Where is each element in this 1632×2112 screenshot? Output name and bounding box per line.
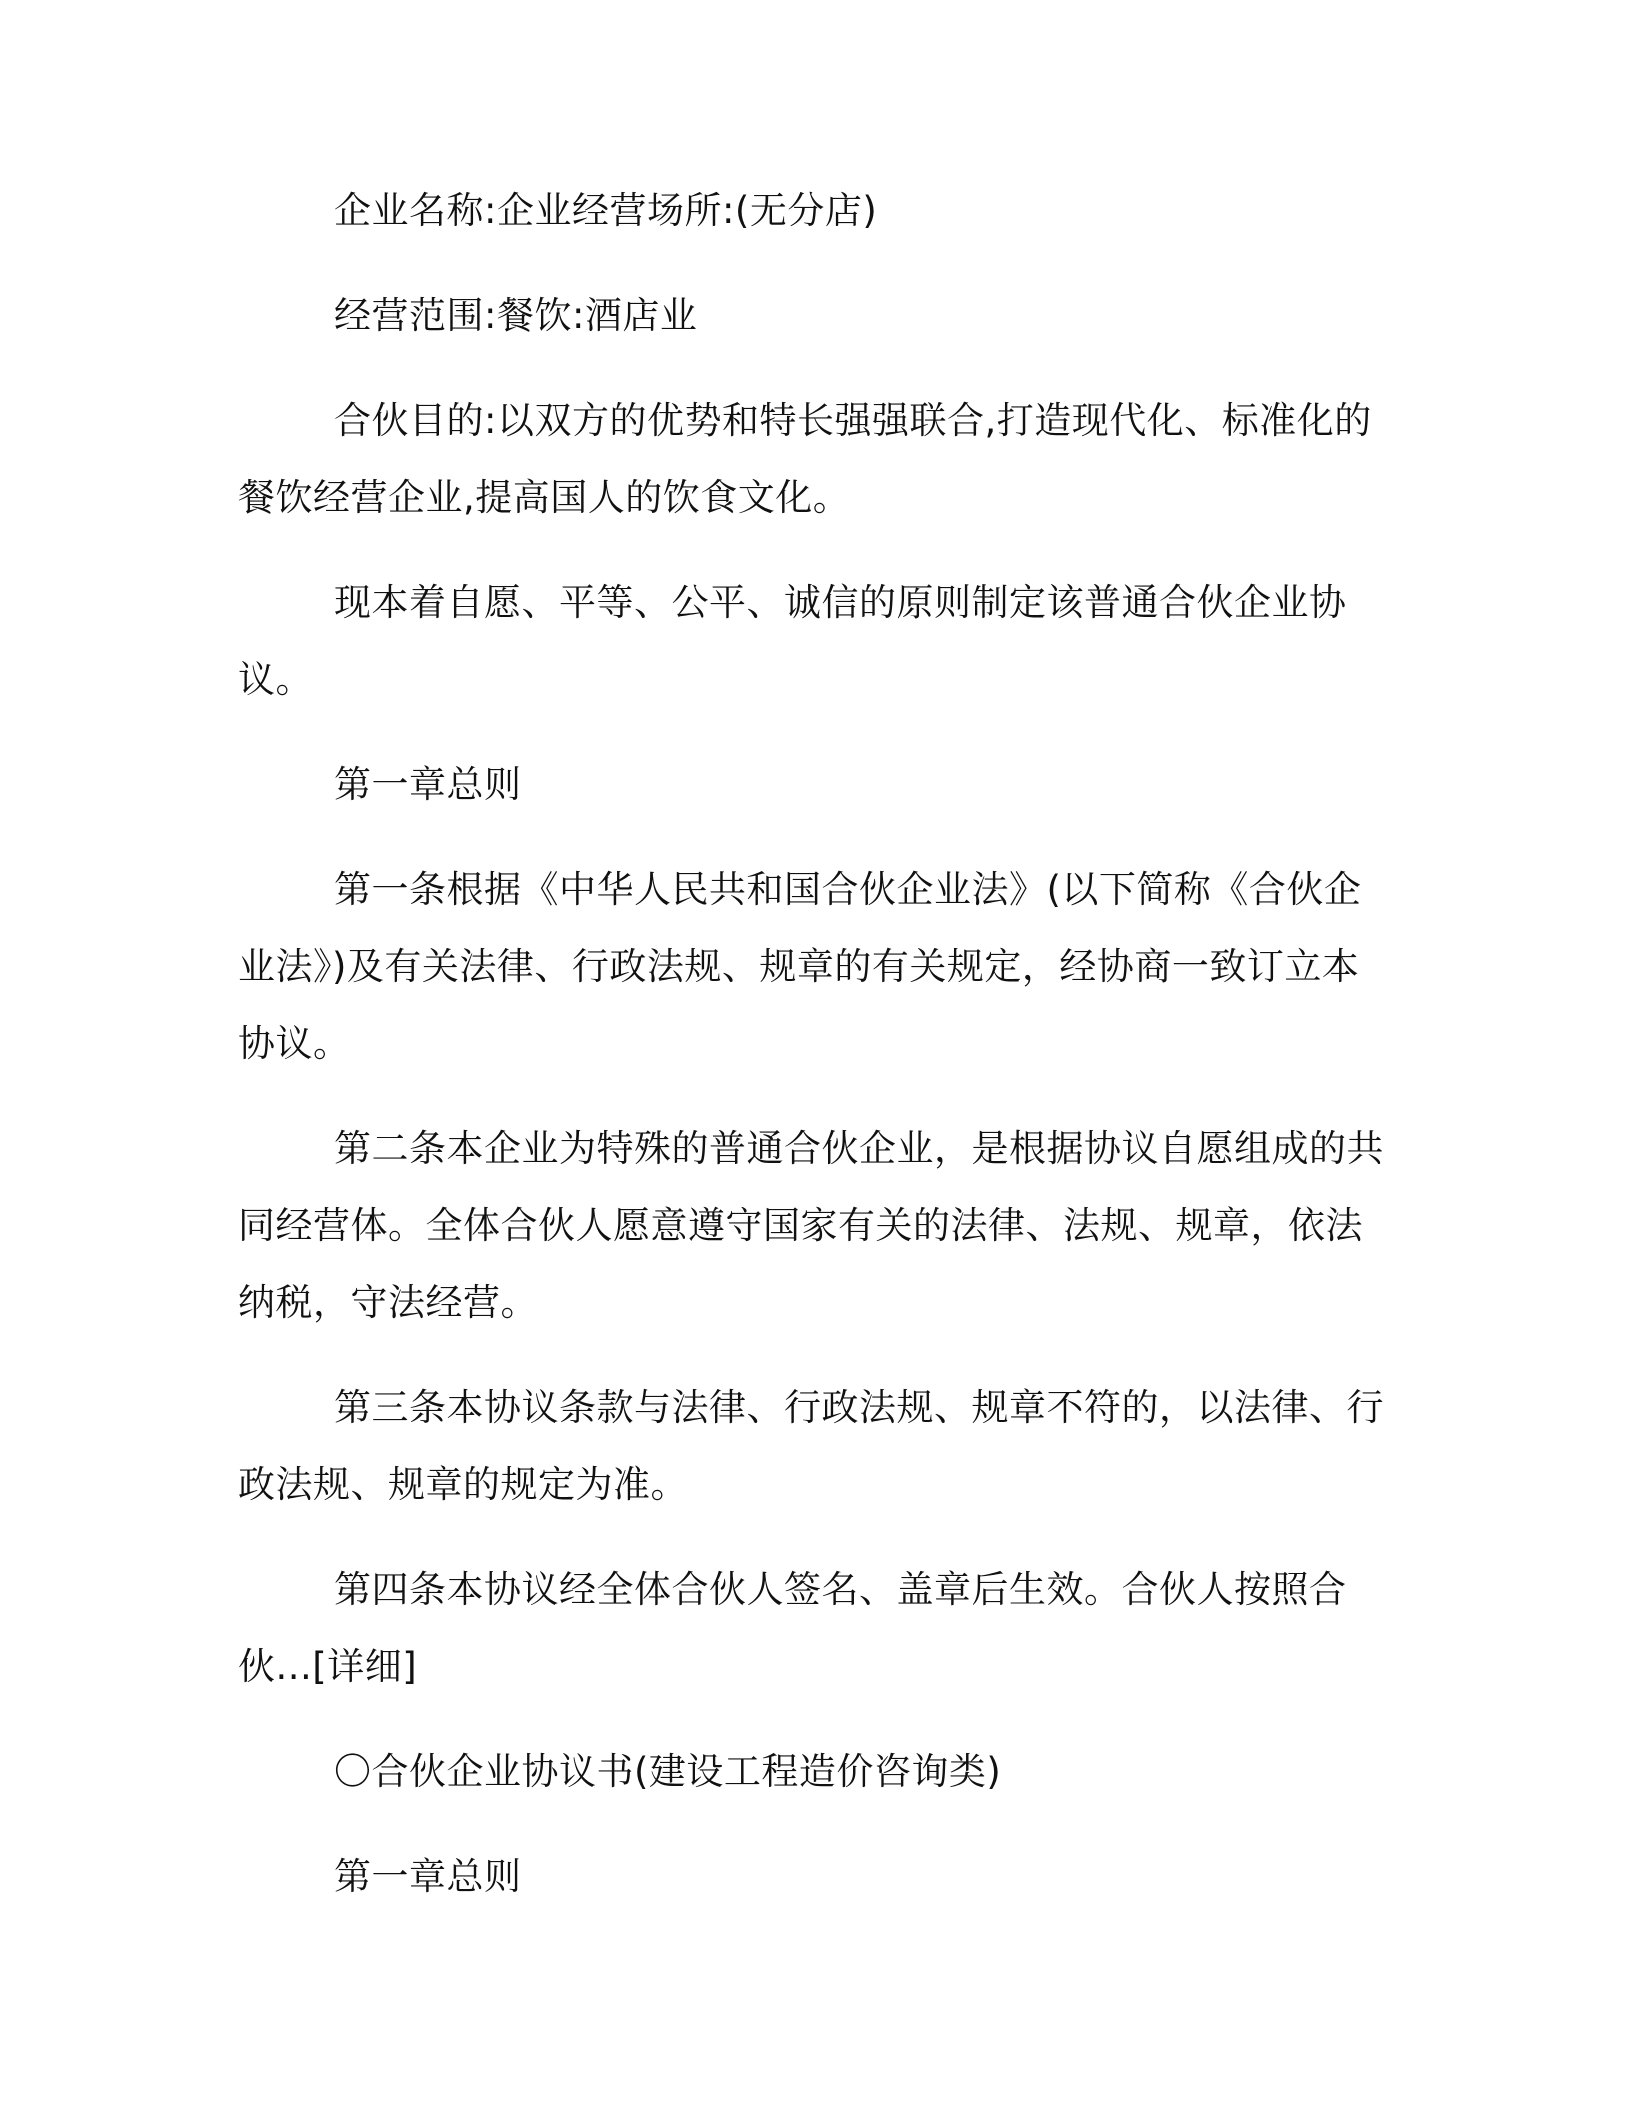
document-body (238, 172, 1394, 1943)
paragraph-partnership-purpose: 合伙目的:以双方的优势和特长强强联合,打造现代化、标准化的餐饮经营企业,提高国人的饮食文化。 (238, 399, 1372, 519)
article-two: 第二条本企业为特殊的普通合伙企业，是根据协议自愿组成的共同经营体。全体合伙人愿意遵守国家有关的法律、法规、规章，依法纳税，守法经营。 (238, 1127, 1384, 1324)
article-four (238, 1551, 1394, 1705)
article-four-text: 第四条本协议经全体合伙人签名、盖章后生效。合伙人按照合伙... (238, 1568, 1347, 1688)
chapter-title-general: 第一章总则 (334, 763, 522, 806)
section-title-construction-cost: 〇合伙企业协议书(建设工程造价咨询类) (334, 1750, 1002, 1793)
paragraph-enterprise-name: 企业名称:企业经营场所:(无分店) (334, 189, 878, 232)
chapter-title-general-2: 第一章总则 (334, 1855, 522, 1898)
paragraph-principles: 现本着自愿、平等、公平、诚信的原则制定该普通合伙企业协议。 (238, 581, 1347, 701)
details-link[interactable]: [详细] (312, 1645, 418, 1688)
article-three: 第三条本协议条款与法律、行政法规、规章不符的，以法律、行政法规、规章的规定为准。 (238, 1386, 1384, 1506)
paragraph-business-scope: 经营范围:餐饮:酒店业 (334, 294, 698, 337)
article-one: 第一条根据《中华人民共和国合伙企业法》(以下简称《合伙企业法》)及有关法律、行政法规、规章的有关规定，经协商一致订立本协议。 (238, 868, 1362, 1065)
